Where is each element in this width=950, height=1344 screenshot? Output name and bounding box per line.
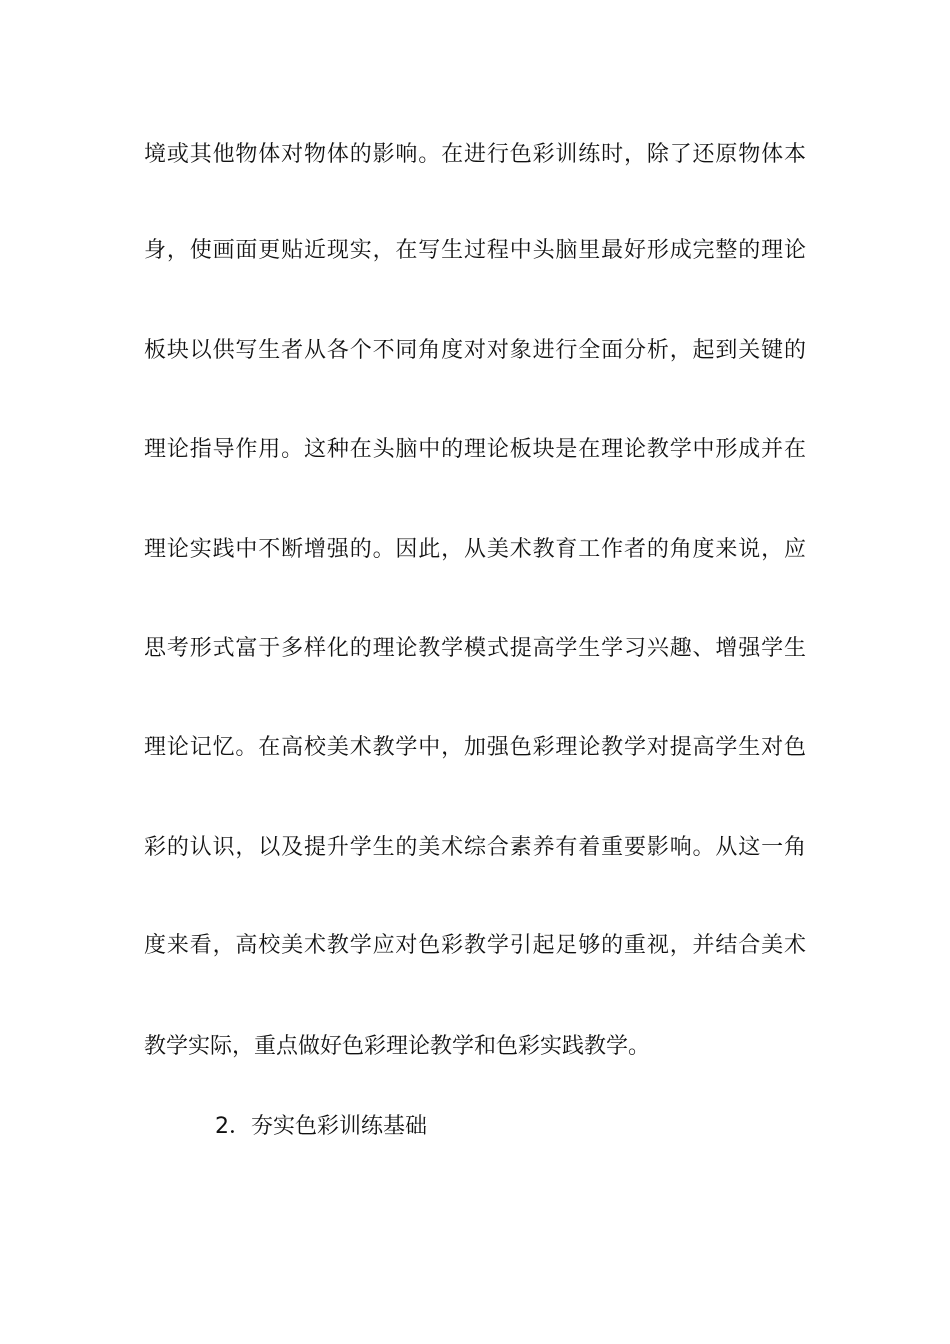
paragraph-line-10: 教学实际，重点做好色彩理论教学和色彩实践教学。	[144, 1034, 651, 1059]
paragraph-line-9: 度来看，高校美术教学应对色彩教学引起足够的重视，并结合美术	[144, 933, 806, 958]
paragraph-line-3: 板块以供写生者从各个不同角度对对象进行全面分析，起到关键的	[144, 338, 806, 363]
section-heading: 2．夯实色彩训练基础	[215, 1114, 427, 1139]
paragraph-line-2: 身，使画面更贴近现实，在写生过程中头脑里最好形成完整的理论	[144, 238, 806, 263]
paragraph-line-7: 理论记忆。在高校美术教学中，加强色彩理论教学对提高学生对色	[144, 735, 806, 760]
paragraph-line-5: 理论实践中不断增强的。因此，从美术教育工作者的角度来说，应	[144, 537, 806, 562]
paragraph-line-4: 理论指导作用。这种在头脑中的理论板块是在理论教学中形成并在	[144, 437, 806, 462]
paragraph-line-1: 境或其他物体对物体的影响。在进行色彩训练时，除了还原物体本	[144, 142, 806, 167]
paragraph-line-6: 思考形式富于多样化的理论教学模式提高学生学习兴趣、增强学生	[144, 636, 806, 661]
paragraph-line-8: 彩的认识，以及提升学生的美术综合素养有着重要影响。从这一角	[144, 835, 806, 860]
